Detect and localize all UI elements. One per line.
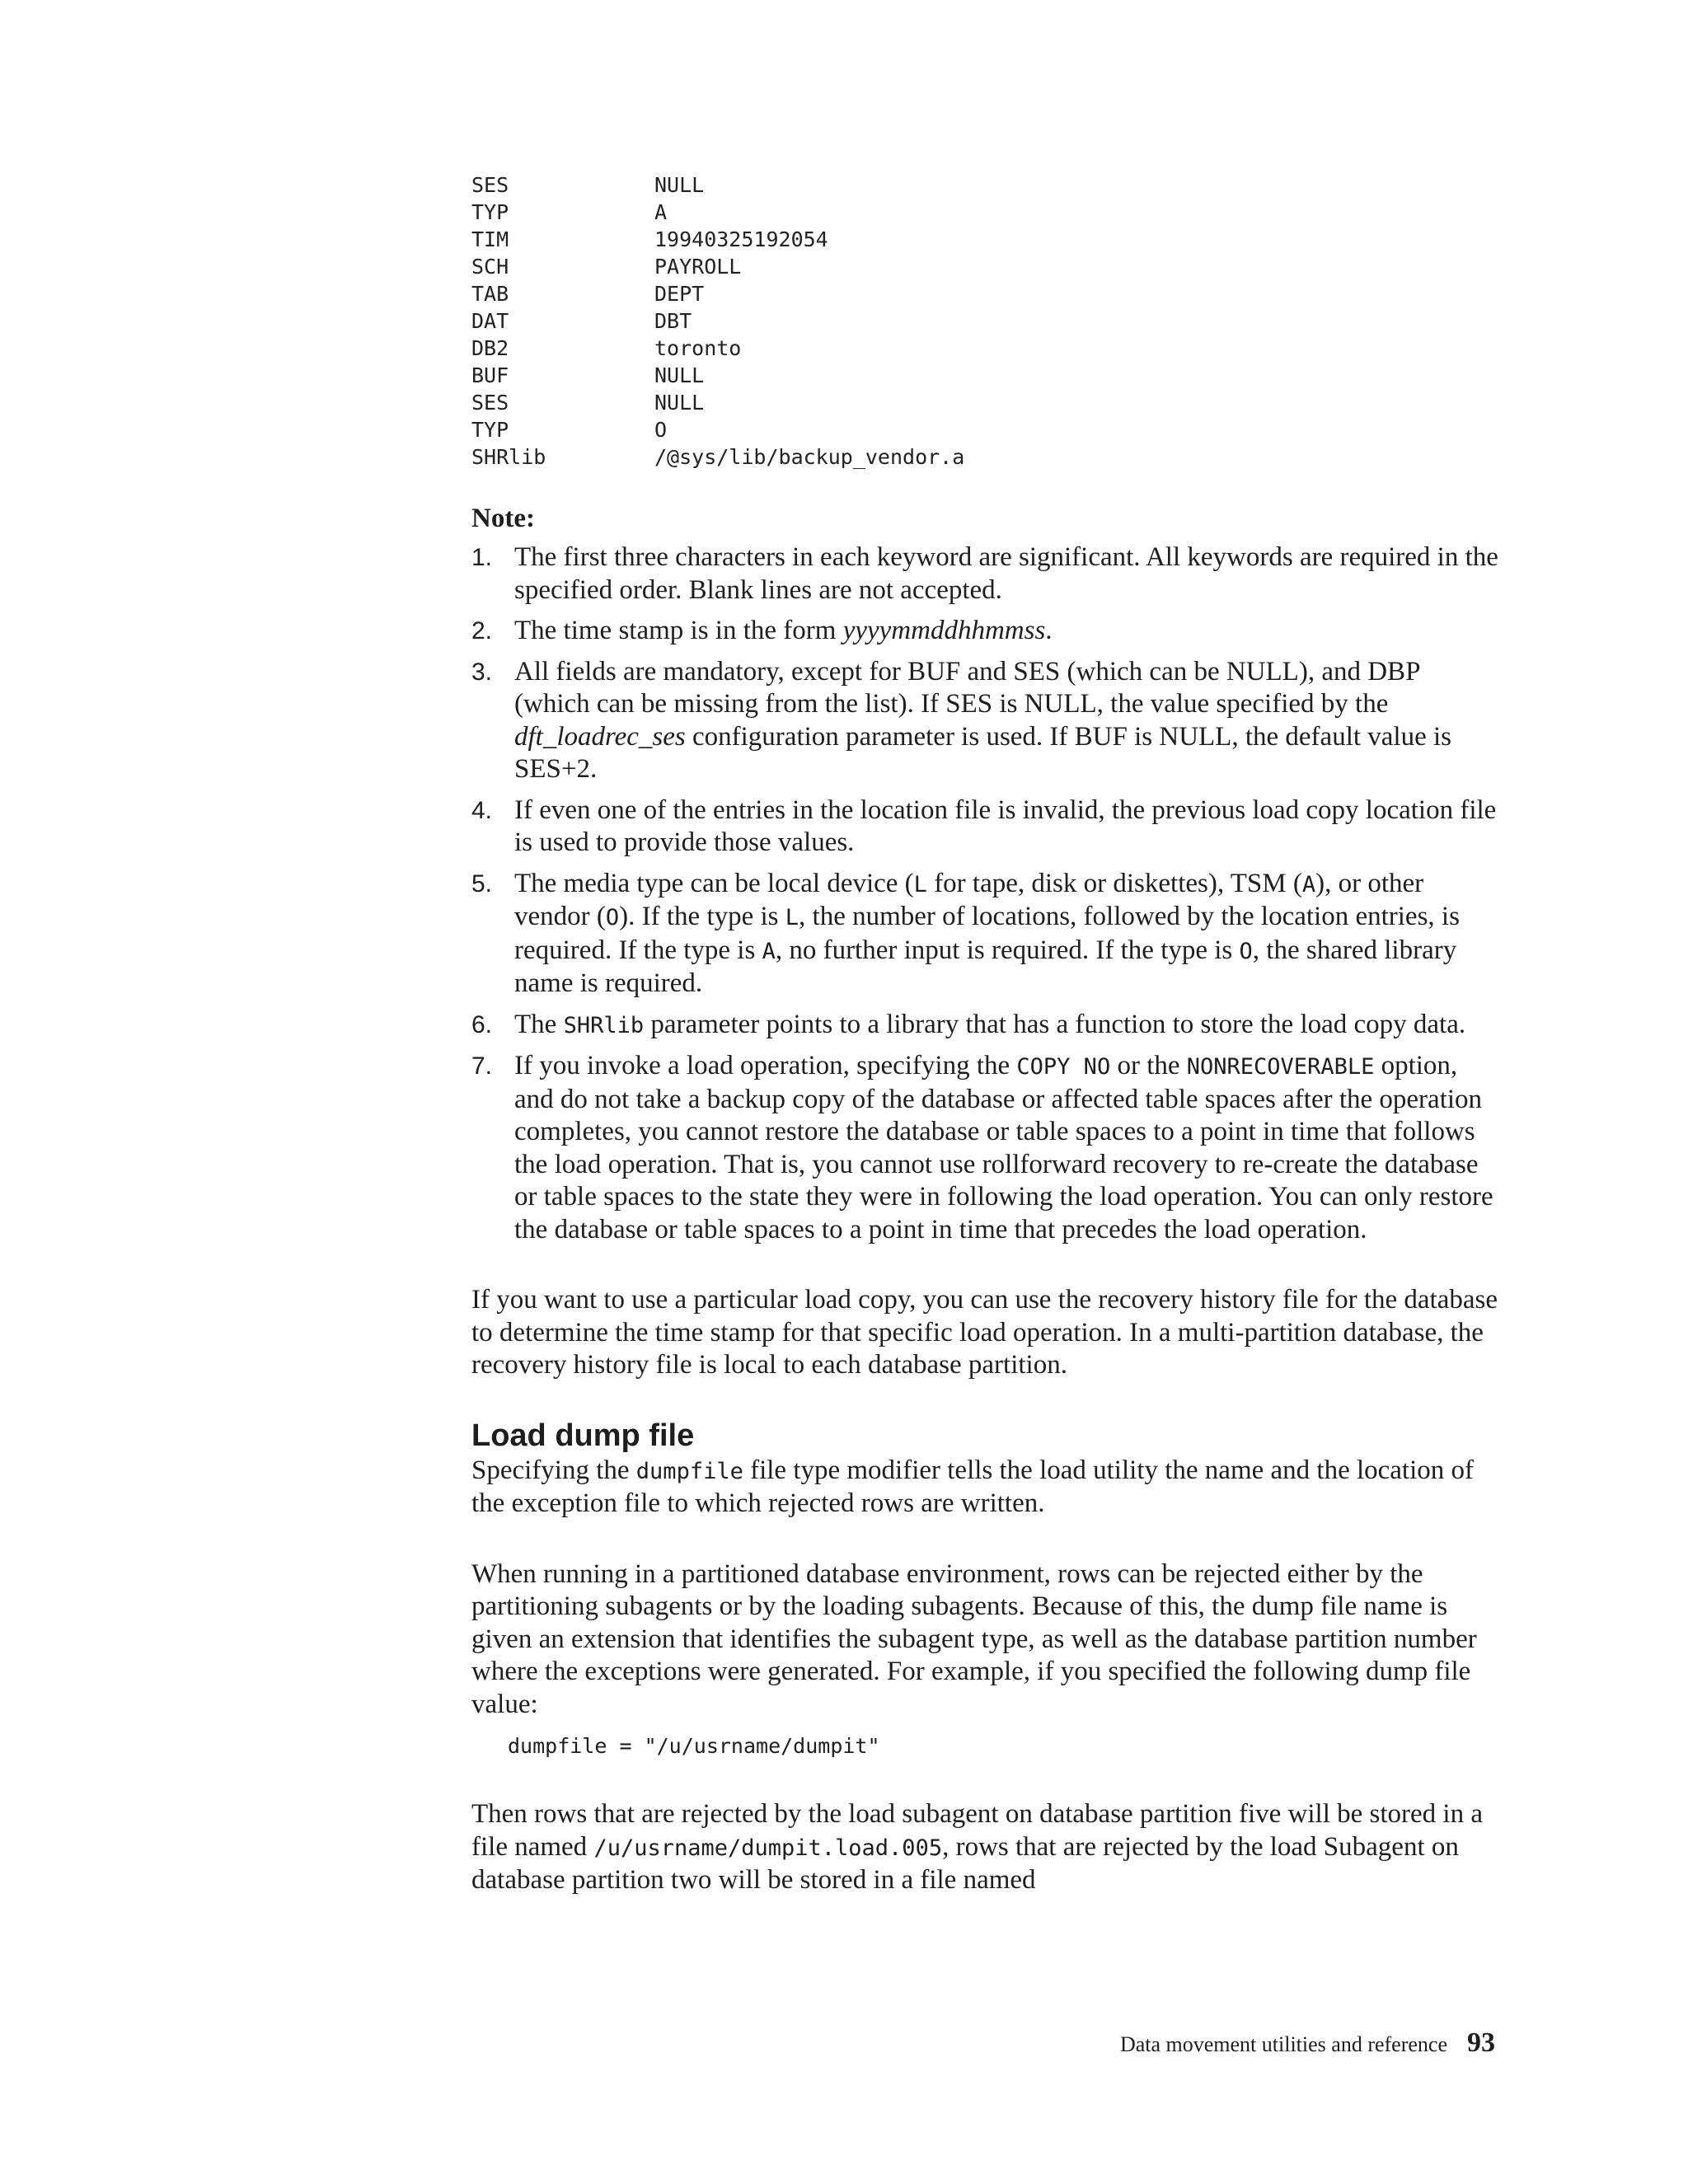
timestamp-format: yyyymmddhhmmss <box>842 616 1046 645</box>
listing-value: DBT <box>654 309 692 333</box>
paragraph-text-part: Specifying the <box>471 1455 636 1485</box>
inline-code: L <box>785 905 799 930</box>
page-number: 93 <box>1467 2027 1495 2058</box>
inline-code: O <box>1239 938 1253 964</box>
inline-code: A <box>1301 871 1316 898</box>
listing-value: /@sys/lib/backup_vendor.a <box>654 445 965 469</box>
code-example: dumpfile = "/u/usrname/dumpit" <box>508 1734 880 1758</box>
note-text <box>514 656 1500 786</box>
note-text <box>514 868 1500 1001</box>
listing-value: toronto <box>654 336 742 360</box>
page-footer <box>1120 2027 1495 2059</box>
note-number: 4. <box>471 796 493 824</box>
location-file-listing <box>471 171 1500 471</box>
listing-key: SES <box>471 391 509 415</box>
paragraph-rejected-rows <box>471 1798 1500 1897</box>
listing-key: DAT <box>471 309 509 333</box>
listing-key: SES <box>471 173 509 197</box>
listing-value: PAYROLL <box>654 255 742 279</box>
inline-code: NONRECOVERABLE <box>1186 1054 1375 1080</box>
paragraph-text-part: , rows that are rejected by the load Subagent on database partition two will be stored in a file named <box>471 1831 1459 1895</box>
listing-key: TYP <box>471 418 509 442</box>
listing-value: 19940325192054 <box>654 227 828 251</box>
note-item <box>471 1050 1500 1246</box>
listing-row <box>471 226 1500 253</box>
note-item <box>471 615 1500 648</box>
listing-row <box>471 443 1500 471</box>
note-item <box>471 1009 1500 1043</box>
config-parameter-name: dft_loadrec_ses <box>514 721 686 752</box>
note-text <box>514 541 1500 607</box>
note-item <box>471 868 1500 1001</box>
note-number: 5. <box>471 869 493 898</box>
note-text-part: The media type can be local device ( <box>514 868 914 898</box>
paragraph-recovery-history: If you want to use a particular load copy, you can use the recovery history file for the database to determine the time stamp for that specific load operation. In a multi-partition database, the recovery history file is local to each database partition. <box>471 1285 1498 1380</box>
note-text <box>514 1050 1500 1246</box>
note-item <box>471 541 1500 607</box>
listing-key: SHRlib <box>471 445 546 469</box>
note-text-part: parameter points to a library that has a function to store the load copy data. <box>644 1009 1466 1039</box>
note-text-part: The <box>514 1009 564 1039</box>
note-number: 1. <box>471 544 493 571</box>
listing-key: TAB <box>471 282 509 306</box>
listing-row <box>471 253 1500 280</box>
note-text-part: ). If the type is <box>619 902 785 931</box>
notes-list <box>471 541 1500 1246</box>
listing-key: DB2 <box>471 336 509 360</box>
listing-row <box>471 335 1500 362</box>
section-heading: Load dump file <box>471 1418 695 1453</box>
listing-value: O <box>654 418 668 442</box>
note-text-part: , no further input is required. If the type is <box>775 935 1240 965</box>
note-text-part: The time stamp is in the form <box>514 616 843 645</box>
note-number: 6. <box>471 1010 493 1038</box>
note-text <box>514 615 1500 648</box>
inline-code: A <box>762 938 776 964</box>
note-number: 7. <box>471 1052 493 1080</box>
note-text <box>514 1009 1500 1043</box>
paragraph-partitioned-environment: When running in a partitioned database environment, rows can be rejected either by the partitioning subagents or by the loading subagents. Because of this, the dump file name is given an extension that identifies the subagent type, as well as the database partition number where the exceptions were generated. For example, if you specified the following dump file value: <box>471 1558 1477 1719</box>
inline-code: O <box>605 905 620 930</box>
listing-value: A <box>654 200 668 224</box>
note-text-part: ), or other vendor ( <box>514 868 1424 931</box>
paragraph-dumpfile-modifier <box>471 1455 1500 1521</box>
note-text-part: for tape, disk or diskettes), TSM ( <box>926 868 1302 898</box>
inline-code: dumpfile <box>635 1458 743 1484</box>
listing-key: TYP <box>471 200 509 224</box>
listing-row <box>471 280 1500 307</box>
listing-value: NULL <box>654 391 705 415</box>
note-text-part: or the <box>1110 1051 1187 1080</box>
listing-row <box>471 171 1500 199</box>
inline-code: SHRlib <box>563 1012 645 1038</box>
note-number: 3. <box>471 658 493 686</box>
listing-row <box>471 307 1500 335</box>
paragraph-text-part: file type modifier tells the load utility the name and the location of the exception file to which rejected rows are written. <box>471 1455 1475 1518</box>
listing-row <box>471 362 1500 389</box>
note-text-part: If even one of the entries in the location file is invalid, the previous load copy location file is used to provide those values. <box>514 794 1497 857</box>
note-text-part: option, and do not take a backup copy of the database or affected table spaces after the operation completes, you cannot restore the database or table spaces to a point in time that follows the load operation. That is, you cannot use rollforward recovery to re-create the database or table spaces to the state they were in following the load operation. You can only restore the database or table spaces to a point in time that precedes the load operation. <box>514 1051 1493 1244</box>
inline-code: COPY NO <box>1016 1054 1111 1080</box>
note-item <box>471 656 1500 786</box>
listing-row <box>471 389 1500 416</box>
listing-key: TIM <box>471 227 509 251</box>
inline-code: L <box>913 871 927 898</box>
note-item <box>471 794 1500 860</box>
note-text-part: The first three characters in each keyword are significant. All keywords are required in the specified order. Blank lines are not accepted. <box>514 542 1498 605</box>
note-text-part: If you invoke a load operation, specifying the <box>514 1051 1017 1080</box>
page-content <box>471 171 1500 1897</box>
note-text-part: configuration parameter is used. If BUF is NULL, the default value is SES+2. <box>514 721 1452 784</box>
paragraph-text-part: Then rows that are rejected by the load subagent on database partition five will be stored in a file named <box>471 1799 1483 1862</box>
listing-row <box>471 199 1500 226</box>
listing-row <box>471 416 1500 443</box>
note-text-part: , the shared library name is required. <box>514 935 1457 998</box>
listing-value: DEPT <box>654 282 705 306</box>
note-heading: Note: <box>471 504 535 533</box>
note-text <box>514 794 1500 860</box>
listing-key: SCH <box>471 255 509 279</box>
listing-value: NULL <box>654 363 705 387</box>
listing-key: BUF <box>471 363 509 387</box>
note-number: 2. <box>471 617 493 644</box>
inline-code: /u/usrname/dumpit.load.005 <box>593 1835 943 1861</box>
note-text-part: , the number of locations, followed by the location entries, is required. If the type is <box>514 902 1460 965</box>
listing-value: NULL <box>654 173 705 197</box>
note-text-part: . <box>1045 616 1053 645</box>
footer-book-title: Data movement utilities and reference <box>1119 2032 1447 2056</box>
note-text-part: All fields are mandatory, except for BUF and SES (which can be NULL), and DBP (which can be missing from the list). If SES is NULL, the value specified by the <box>514 656 1420 719</box>
